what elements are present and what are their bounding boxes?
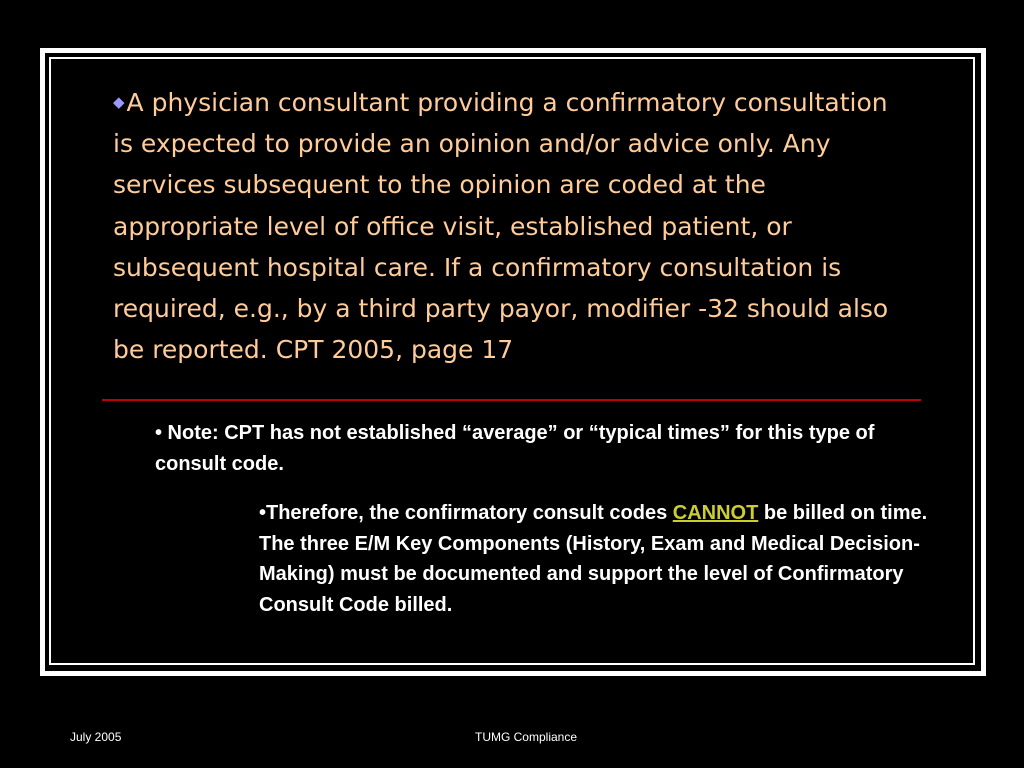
footer-date: July 2005 bbox=[70, 730, 122, 744]
cannot-emphasis: CANNOT bbox=[672, 502, 759, 524]
therefore-paragraph bbox=[259, 498, 949, 620]
section-divider bbox=[102, 399, 921, 401]
therefore-text-end: be billed on time. The three E/M Key Components (History, Exam and Medical Decision-Making) must be documented and support the level of Confirmatory Consult Code billed. bbox=[259, 502, 928, 616]
therefore-text-start: •Therefore, the confirmatory consult codes bbox=[259, 502, 673, 524]
footer-title: TUMG Compliance bbox=[474, 730, 578, 744]
main-paragraph bbox=[113, 82, 913, 370]
diamond-bullet-icon: ◆ bbox=[113, 93, 125, 111]
note-text: • Note: CPT has not established “average” or “typical times” for this type of consult code. bbox=[155, 422, 875, 475]
main-paragraph-text: A physician consultant providing a confirmatory consultation is expected to provide an opinion and/or advice only. Any services subsequent to the opinion are coded at the appropriate level of office visit, established patient, or subsequent hospital care. If a confirmatory consultation is required, e.g., by a third party payor, modifier -32 should also be reported. CPT 2005, page 17 bbox=[113, 88, 889, 365]
